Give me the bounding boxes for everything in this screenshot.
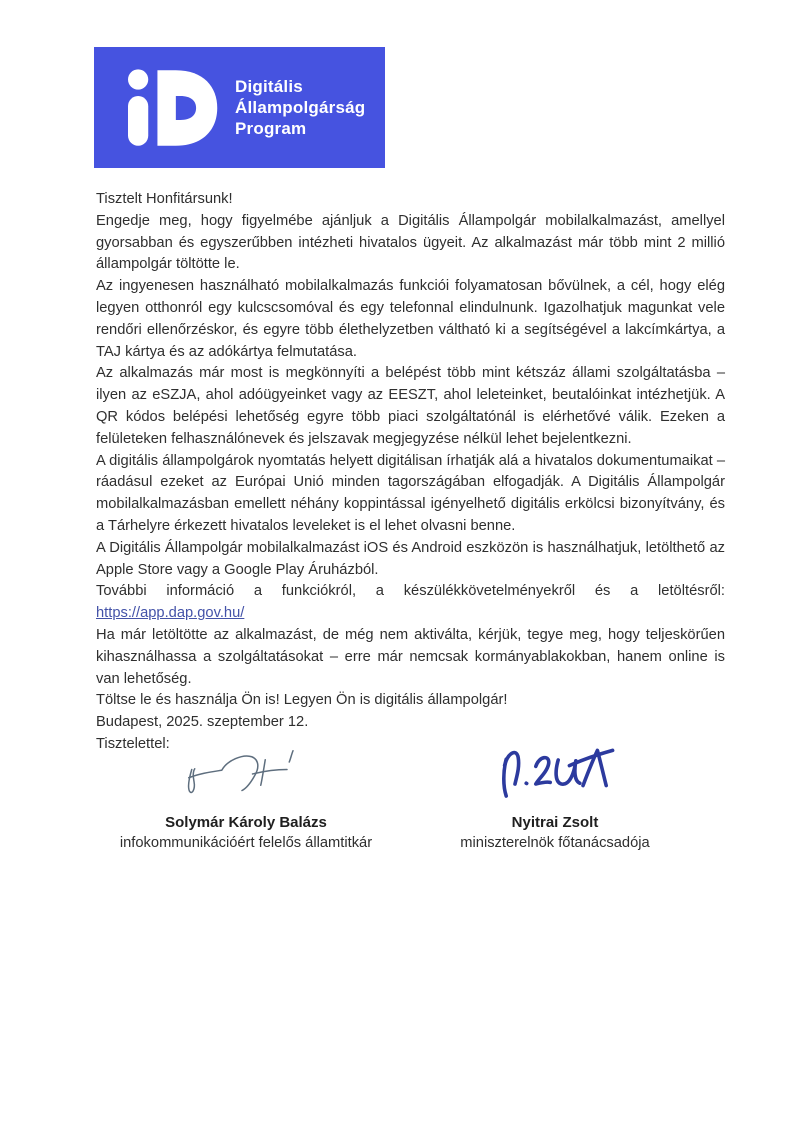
paragraph-signature-feature: A digitális állampolgárok nyomtatás helyett digitálisan írhatják alá a hivatalos dokumentumaikat – ráadásul ezeket az Európai Unió minden tagországában elfogadják. A Digitális Állampolgár mobilalkalmazásban emellett néhány koppintással igényelhető digitális erkölcsi bizonyítvány, és a Tárhelyre érkezett hivatalos leveleket is el lehet olvasni benne. — [96, 452, 725, 534]
logo-line-2: Állampolgárság — [235, 98, 366, 117]
closing-salutation: Tisztelettel: — [96, 735, 170, 752]
paragraph-call-to-action: Töltse le és használja Ön is! Legyen Ön is digitális állampolgár! — [96, 692, 508, 709]
date-line: Budapest, 2025. szeptember 12. — [96, 714, 309, 731]
logo-line-1: Digitális — [235, 77, 303, 96]
greeting: Tisztelt Honfitársunk! — [96, 191, 233, 207]
id-monogram-icon — [128, 69, 220, 147]
more-info-text: További információ a funkciókról, a készülékkövetelményekről és a letöltésről: — [96, 583, 725, 600]
signature-left — [96, 756, 396, 855]
dap-logo — [94, 47, 385, 168]
letter-body — [96, 189, 725, 855]
signature-right — [420, 756, 690, 855]
dap-website-link[interactable]: https://app.dap.gov.hu/ — [96, 605, 245, 622]
signature-right-title: miniszterelnök főtanácsadója — [460, 835, 650, 852]
paragraph-functions: Az ingyenesen használható mobilalkalmazás funkciói folyamatosan bővülnek, a cél, hogy elég legyen otthonról egy kulcscsomóval és egy telefonnal elindulnunk. Igazolhatjuk magunkat vele rendőri ellenőrzéskor, és egyre több élethelyzetben váltható ki a segítségével a lakcímkártya, a TAJ kártya és az adókártya felmutatása. — [96, 278, 725, 360]
signature-left-name: Solymár Károly Balázs — [165, 813, 327, 831]
paragraph-activation: Ha már letöltötte az alkalmazást, de még nem aktiválta, kérjük, tegye meg, hogy teljeskörűen kihasználhassa a szolgáltatásokat – erre már nemcsak kormányablakokban, hanem online is van lehetőség. — [96, 626, 725, 687]
paragraph-intro: Engedje meg, hogy figyelmébe ajánljuk a Digitális Állampolgár mobilalkalmazást, amellyel gyorsabban és egyszerűbben intézheti hivatalos ügyeit. Az alkalmazást már több mint 2 millió állampolgár töltötte le. — [96, 212, 725, 273]
signature-block — [96, 756, 725, 855]
logo-line-3: Program — [235, 119, 307, 138]
paragraph-more-info — [96, 581, 725, 625]
signature-right-name: Nyitrai Zsolt — [511, 813, 599, 831]
signature-left-title: infokommunikációért felelős államtitkár — [119, 835, 373, 852]
paragraph-stores: A Digitális Állampolgár mobilalkalmazást iOS és Android eszközön is használhatjuk, letölthető az Apple Store vagy a Google Play Áruházból. — [96, 539, 725, 578]
logo-wordmark — [235, 76, 365, 139]
nyitrai-signature-icon — [480, 740, 630, 804]
paragraph-services: Az alkalmazás már most is megkönnyíti a belépést több mint kétszáz állami szolgáltatásba – ilyen az eSZJA, ahol adóügyeinket vagy az EESZT, ahol leleteinket, beutalóinkat intézhetjük. A QR kódos belépési lehetőség egyre több piaci szolgáltatónál is elérhetővé válik. Ezeken a felületeken felhasználónevek és jelszavak megjegyzése nélkül lehet bejelentkezni. — [96, 365, 725, 447]
solymar-signature-icon — [154, 744, 339, 804]
